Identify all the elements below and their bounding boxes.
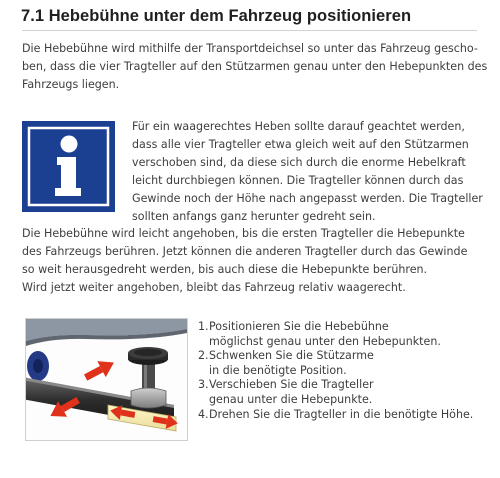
step-item [198, 320, 473, 349]
title-divider [22, 30, 477, 31]
info-icon-dot [61, 136, 78, 153]
step-text [209, 378, 374, 407]
step-text [209, 320, 441, 349]
info-note-line: verschoben sind, da diese sich durch die enorme Hebelkraft [132, 156, 466, 169]
positioning-steps [198, 320, 473, 422]
step-line: in die benötigte Position. [209, 363, 347, 377]
information-icon [22, 121, 115, 212]
step-item [198, 349, 473, 378]
lifting-line: Wird jetzt weiter angehoben, bleibt das Fahrzeug relativ waagerecht. [22, 281, 406, 294]
step-number: 2. [198, 349, 209, 363]
pad-collar [131, 388, 166, 408]
step-line: genau unter die Hebepunkte. [209, 392, 373, 406]
intro-line: ben, dass die vier Tragteller auf den Stützarmen genau unter den Hebepunkten des [22, 60, 488, 73]
step-line: Verschieben Sie die Tragteller [209, 378, 374, 392]
info-note-line: leicht durchbiegen können. Die Tragteller können durch das [132, 174, 464, 187]
step-line: Drehen Sie die Tragteller in die benötigte Höhe. [209, 407, 474, 421]
info-note-line: sollten anfangs ganz herunter gedreht sein. [132, 210, 376, 223]
arrow-up-right [81, 355, 118, 386]
step-item [198, 408, 473, 423]
step-line: Positionieren Sie die Hebebühne [209, 320, 389, 333]
info-note-line: Gewinde noch der Höhe nach angepasst werden. Die Tragteller [132, 192, 483, 205]
intro-paragraph [22, 40, 487, 94]
lift-arm-illustration [25, 318, 188, 441]
step-number: 1. [198, 320, 209, 333]
lifting-line: des Fahrzeugs berühren. Jetzt können die anderen Tragteller durch das Gewinde [22, 245, 468, 258]
info-note-line: dass alle vier Tragteller etwa gleich weit auf den Stützarmen [132, 138, 469, 151]
intro-line: Die Hebebühne wird mithilfe der Transportdeichsel so unter das Fahrzeug gescho- [22, 42, 478, 55]
lifting-line: Die Hebebühne wird leicht angehoben, bis die ersten Tragteller die Hebepunkte [22, 227, 465, 240]
step-text [209, 408, 473, 423]
step-line: möglichst genau unter den Hebepunkten. [209, 334, 441, 348]
step-text [209, 349, 374, 378]
info-note [132, 118, 483, 226]
lifting-line: so weit herausgedreht werden, bis auch diese die Hebepunkte berühren. [22, 263, 428, 276]
section-title: 7.1 Hebebühne unter dem Fahrzeug positionieren [21, 7, 412, 25]
lifting-paragraph [22, 225, 467, 297]
info-note-line: Für ein waagerechtes Heben sollte darauf geachtet werden, [132, 120, 465, 133]
step-number: 4. [198, 407, 209, 421]
step-item [198, 378, 473, 407]
step-number: 3. [198, 378, 209, 392]
intro-line: Fahrzeugs liegen. [22, 78, 120, 91]
step-line: Schwenken Sie die Stützarme [209, 349, 374, 363]
